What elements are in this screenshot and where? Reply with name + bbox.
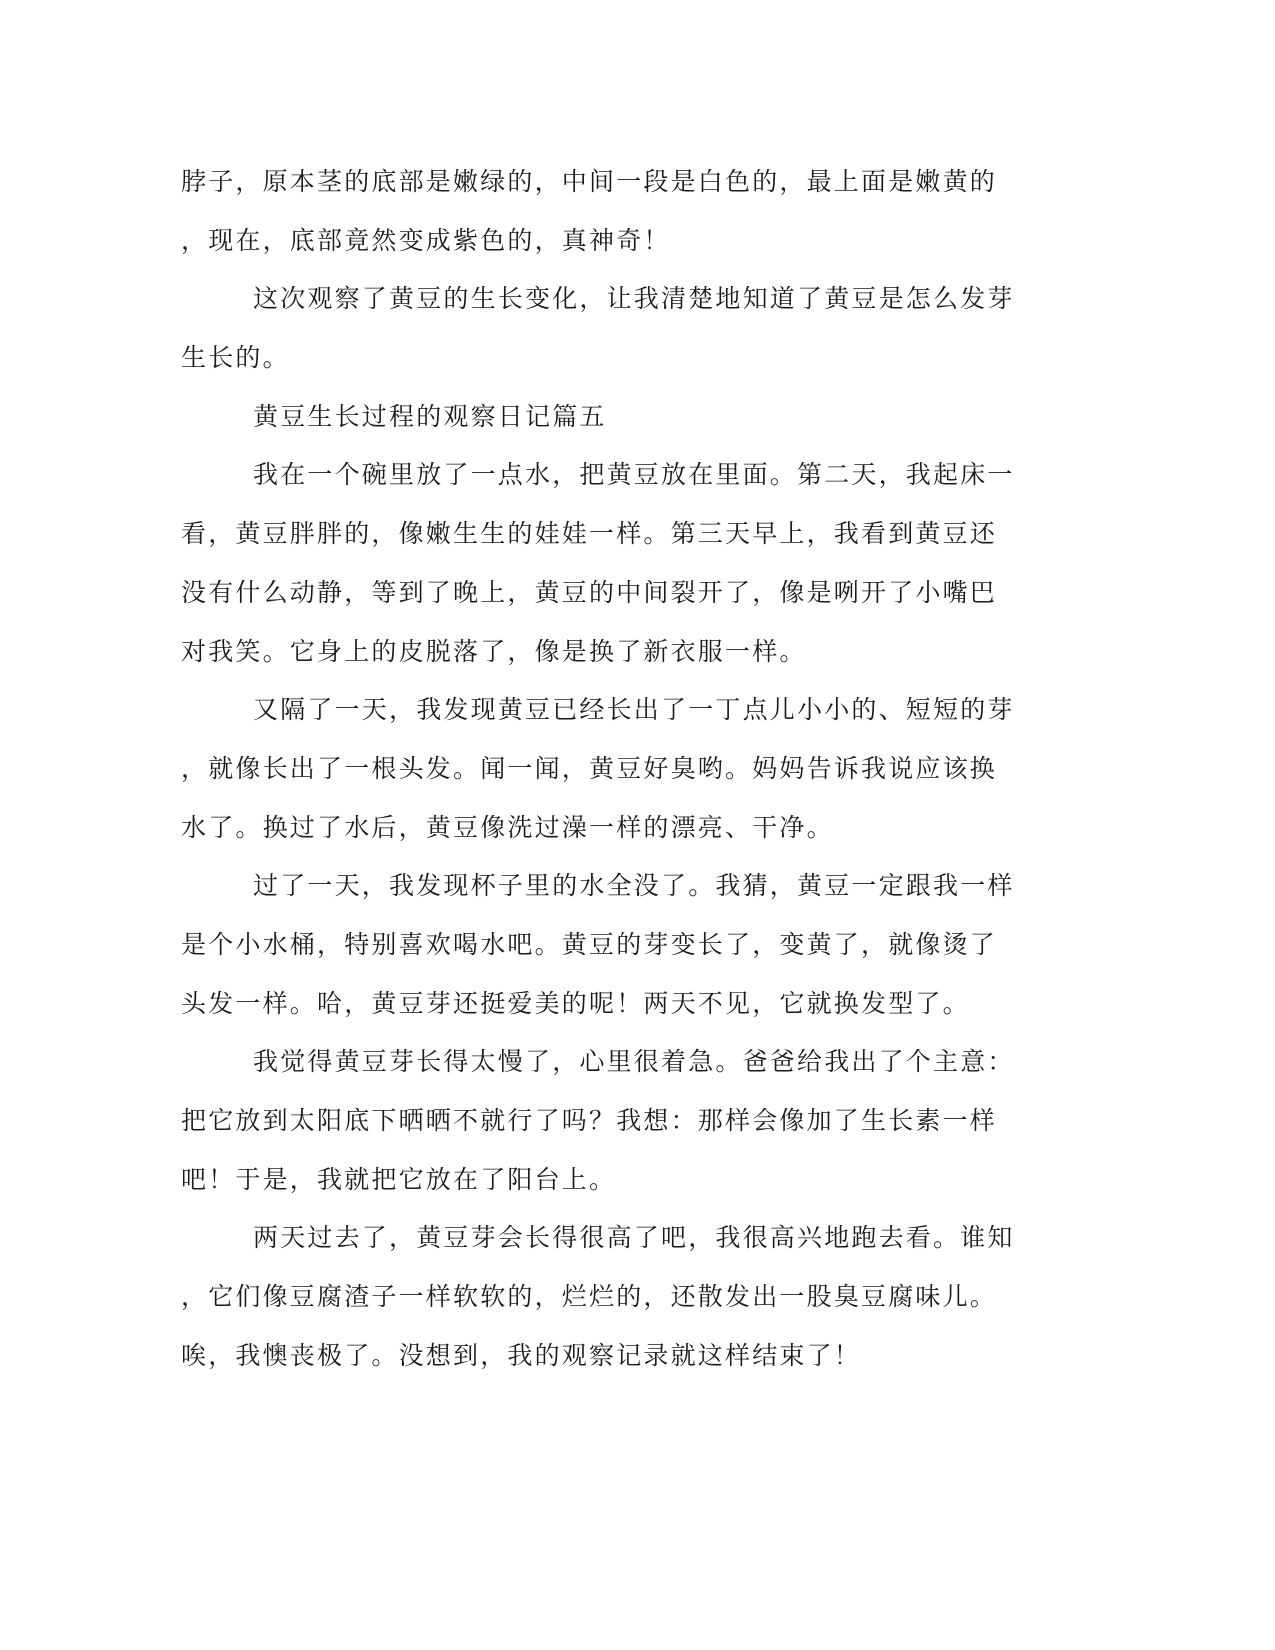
- text-line: 生长的。: [181, 343, 290, 372]
- section-heading: 黄豆生长过程的观察日记篇五: [253, 402, 607, 431]
- text-line: 对我笑。它身上的皮脱落了，像是换了新衣服一样。: [181, 637, 807, 666]
- text-line: 没有什么动静，等到了晚上，黄豆的中间裂开了，像是咧开了小嘴巴: [181, 578, 998, 607]
- paragraph-start: 又隔了一天，我发现黄豆已经长出了一丁点儿小小的、短短的芽: [253, 695, 1015, 724]
- text-line: 唉，我懊丧极了。没想到，我的观察记录就这样结束了！: [181, 1341, 862, 1370]
- text-line: ，现在，底部竟然变成紫色的，真神奇！: [181, 226, 671, 255]
- text-line: 吧！于是，我就把它放在了阳台上。: [181, 1165, 617, 1194]
- text-line: 是个小水桶，特别喜欢喝水吧。黄豆的芽变长了，变黄了，就像烫了: [181, 930, 998, 959]
- text-line: 头发一样。哈，黄豆芽还挺爱美的呢！两天不见，它就换发型了。: [181, 989, 970, 1018]
- text-line: 看，黄豆胖胖的，像嫩生生的娃娃一样。第三天早上，我看到黄豆还: [181, 519, 998, 548]
- text-line: 水了。换过了水后，黄豆像洗过澡一样的漂亮、干净。: [181, 813, 834, 842]
- paragraph-start: 我觉得黄豆芽长得太慢了，心里很着急。爸爸给我出了个主意：: [253, 1047, 1015, 1076]
- text-line: ，它们像豆腐渣子一样软软的，烂烂的，还散发出一股臭豆腐味儿。: [181, 1282, 998, 1311]
- paragraph-start: 过了一天，我发现杯子里的水全没了。我猜，黄豆一定跟我一样: [253, 871, 1015, 900]
- text-line: 把它放到太阳底下晒晒不就行了吗？我想：那样会像加了生长素一样: [181, 1106, 998, 1135]
- text-line: ，就像长出了一根头发。闻一闻，黄豆好臭哟。妈妈告诉我说应该换: [181, 754, 998, 783]
- paragraph-start: 我在一个碗里放了一点水，把黄豆放在里面。第二天，我起床一: [253, 460, 1015, 489]
- text-line: 脖子，原本茎的底部是嫩绿的，中间一段是白色的，最上面是嫩黄的: [181, 167, 998, 196]
- paragraph-start: 两天过去了，黄豆芽会长得很高了吧，我很高兴地跑去看。谁知: [253, 1223, 1015, 1252]
- paragraph-start: 这次观察了黄豆的生长变化，让我清楚地知道了黄豆是怎么发芽: [253, 284, 1015, 313]
